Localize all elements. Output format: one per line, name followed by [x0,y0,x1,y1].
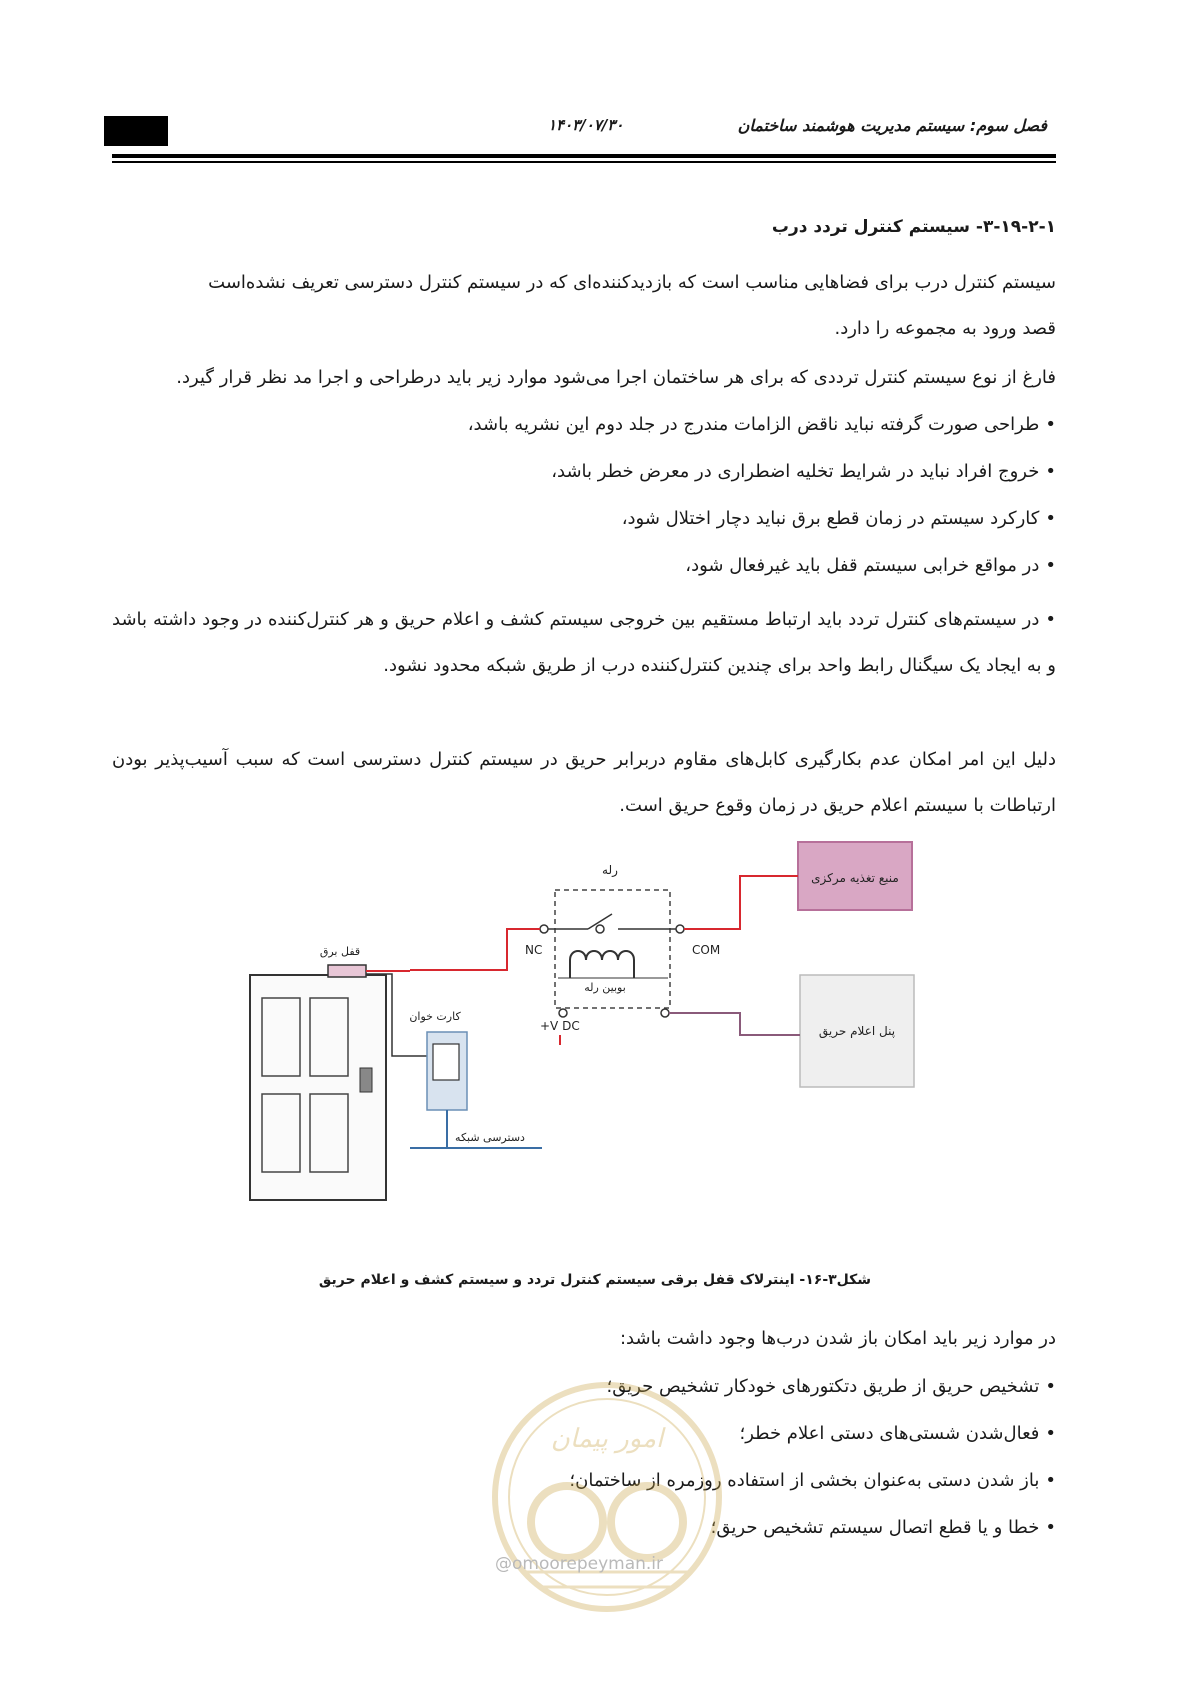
intro-line-2: قصد ورود به مجموعه را دارد. [834,318,1056,339]
coil-terminal [661,1009,669,1017]
reason-paragraph: دلیل این امر امکان عدم بکارگیری کابل‌های مقاوم دربرابر حریق در سیستم کنترل دسترسی است که سبب آسیب‌پذیر بودن ارتباطات با سیستم اعلام حریق در زمان وقوع حریق است. [112,749,1056,816]
list-item: • تشخیص حریق از طریق دتکتورهای خودکار تشخیص حریق؛ [135,1372,1056,1419]
list-item: • در مواقع خرابی سیستم قفل باید غیرفعال شود، [135,551,1056,598]
com-label: COM [692,943,721,957]
header-rule-thick [112,154,1056,158]
wiring-diagram [240,830,930,1230]
electric-lock [328,965,366,977]
lock-label: قفل برق [319,945,361,958]
list-item: • کارکرد سیستم در زمان قطع برق نباید دچار اختلال شود، [135,504,1056,551]
list-item-long: • در سیستم‌های کنترل تردد باید ارتباط مستقیم بین خروجی سیستم کشف و اعلام حریق و هر کنترل‌کننده در وجود داشته باشد و به ایجاد یک سیگنال رابط واحد برای چندین کنترل‌کننده درب از طریق شبکه محدود نشود. [112,609,1056,676]
watermark-text: @omoorepeyman.ir [495,1554,664,1574]
list-item: • فعال‌شدن شستی‌های دستی اعلام خطر؛ [135,1419,1056,1466]
vdc-label: +V DC [540,1019,580,1033]
intro-paragraph [112,268,1056,344]
relay-label: رله [602,863,618,877]
figure-caption: شکل۳-۱۶- اینترلاک قفل برقی سیستم کنترل تردد و سیستم کشف و اعلام حریق [318,1272,872,1288]
nc-label: NC [525,943,543,957]
vdc-terminal [559,1009,567,1017]
network-label: دسترسی شبکه [455,1131,525,1144]
requirements-paragraph: فارغ از نوع سیستم کنترل ترددی که برای هر ساختمان اجرا می‌شود موارد زیر باید درطراحی و اجرا مد نظر قرار گیرد. [176,367,1056,388]
list-item: • خروج افراد نباید در شرایط تخلیه اضطراری در معرض خطر باشد، [135,457,1056,504]
header-rule-thin [112,161,1056,163]
page-number-box [104,116,168,146]
chapter-title: فصل سوم: سیستم مدیریت هوشمند ساختمان [737,116,1047,135]
header-date: ۱۴۰۳/۰۷/۳۰ [548,116,624,134]
reader-label: کارت خوان [409,1010,461,1023]
com-terminal [676,925,684,933]
intro-line-1: سیستم کنترل درب برای فضاهایی مناسب است که بازدیدکننده‌ای که در سیستم کنترل دسترسی تعریف نشده‌است [208,272,1056,293]
coil-label: بوبین رله [584,981,626,994]
watermark-logo [482,1372,732,1622]
fire-panel-label: پنل اعلام حریق [818,1024,896,1038]
section-title: ۳-۱۹-۲-۱- سیستم کنترل تردد درب [771,217,1056,237]
relay-coil [570,951,634,978]
svg-text:امور پیمان: امور پیمان [550,1424,664,1454]
door-handle [360,1068,372,1092]
power-supply-label: منبع تغذیه مرکزی [811,871,899,885]
requirements-list [135,410,1056,598]
nc-terminal [540,925,548,933]
list-item: • طراحی صورت گرفته نباید ناقض الزامات مندرج در جلد دوم این نشریه باشد، [135,410,1056,457]
door-open-intro: در موارد زیر باید امکان باز شدن درب‌ها وجود داشت باشد: [619,1328,1056,1349]
list-item: • خطا و یا قطع اتصال سیستم تشخیص حریق؛ [135,1513,1056,1560]
list-item: • باز شدن دستی به‌عنوان بخشی از استفاده روزمره از ساختمان؛ [135,1466,1056,1513]
